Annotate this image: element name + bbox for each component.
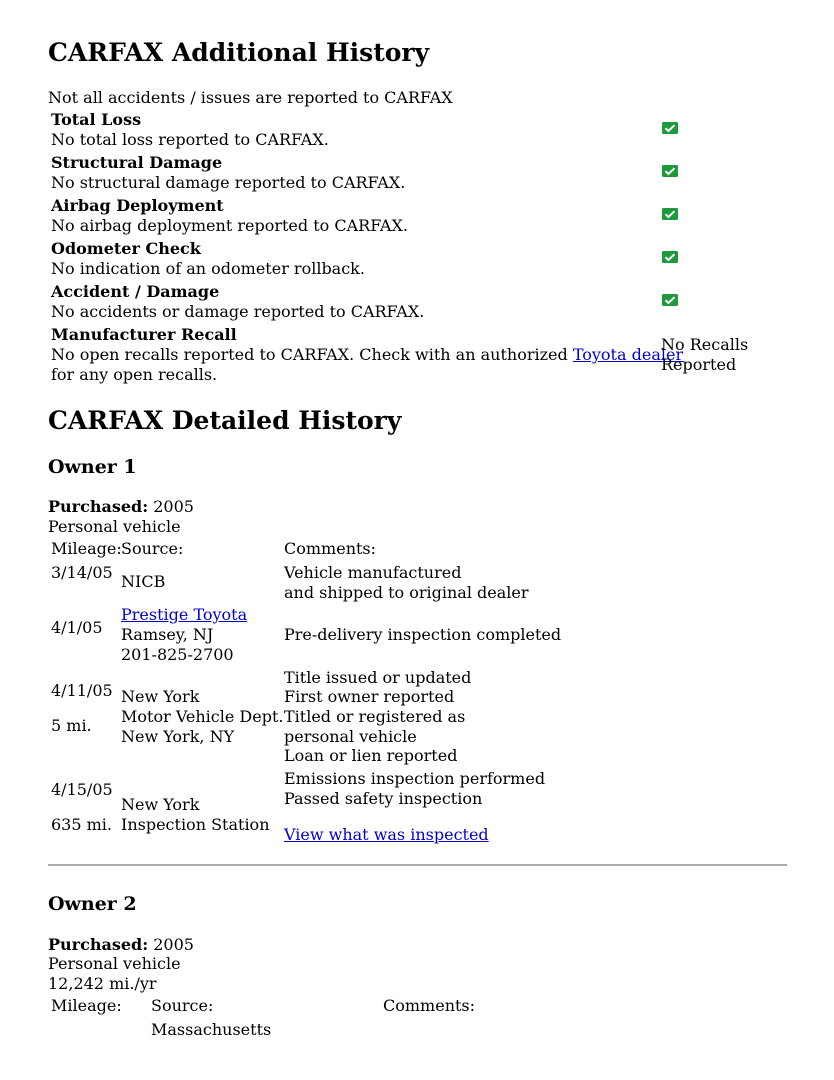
item-heading: Airbag Deployment xyxy=(51,196,224,215)
record-comment: Titled or registered as xyxy=(284,707,466,726)
col-header-source: Source: xyxy=(121,539,184,558)
item-heading: Odometer Check xyxy=(51,239,201,258)
record-comment: Passed safety inspection xyxy=(284,789,483,808)
record-comment: Title issued or updated xyxy=(284,668,472,687)
record-mileage: 635 mi. xyxy=(51,815,112,834)
item-text xyxy=(51,345,683,365)
green-check-icon xyxy=(662,165,678,177)
record-comment: personal vehicle xyxy=(284,727,417,746)
recall-status-line1: No Recalls xyxy=(661,335,749,354)
col-header-comments: Comments: xyxy=(383,996,476,1015)
purchased-label: Purchased: xyxy=(48,497,149,516)
record-source: New York xyxy=(121,687,200,706)
record-comment: Pre-delivery inspection completed xyxy=(284,625,562,644)
recall-text: No open recalls reported to CARFAX. Check with an authorized xyxy=(51,345,573,364)
owner-2-purchased xyxy=(48,935,194,955)
record-mileage: 5 mi. xyxy=(51,716,92,735)
owner-1-title: Owner 1 xyxy=(48,456,137,478)
record-source: Motor Vehicle Dept. xyxy=(121,707,284,726)
green-check-icon xyxy=(662,208,678,220)
record-comment: Loan or lien reported xyxy=(284,746,458,765)
additional-history-title: CARFAX Additional History xyxy=(48,38,430,67)
record-source: Massachusetts xyxy=(151,1020,272,1039)
toyota-dealer-link[interactable]: Toyota dealer xyxy=(572,345,684,364)
col-header-mileage: Mileage: xyxy=(51,996,122,1015)
item-heading: Structural Damage xyxy=(51,153,223,172)
record-source: New York, NY xyxy=(121,727,235,746)
record-date: 4/15/05 xyxy=(51,780,113,799)
item-heading: Accident / Damage xyxy=(51,282,220,301)
purchased-label: Purchased: xyxy=(48,935,149,954)
record-source: NICB xyxy=(121,572,166,591)
item-text: No airbag deployment reported to CARFAX. xyxy=(51,216,408,235)
record-comment: First owner reported xyxy=(284,687,455,706)
item-text-cont: for any open recalls. xyxy=(51,365,218,384)
purchased-value: 2005 xyxy=(153,935,194,954)
item-text: No accidents or damage reported to CARFAX. xyxy=(51,302,425,321)
green-check-icon xyxy=(662,294,678,306)
owner-2-rate: 12,242 mi./yr xyxy=(48,974,157,993)
item-heading: Total Loss xyxy=(51,110,142,129)
col-header-source: Source: xyxy=(151,996,214,1015)
record-date: 3/14/05 xyxy=(51,563,113,582)
record-date: 4/11/05 xyxy=(51,681,113,700)
additional-history-note: Not all accidents / issues are reported to CARFAX xyxy=(48,88,453,107)
record-comment: Vehicle manufactured xyxy=(284,563,462,582)
green-check-icon xyxy=(662,122,678,134)
detailed-history-title: CARFAX Detailed History xyxy=(48,406,402,435)
owner-1-type: Personal vehicle xyxy=(48,517,181,536)
view-inspection-link[interactable]: View what was inspected xyxy=(284,825,489,844)
record-source: Ramsey, NJ xyxy=(121,625,214,644)
record-comment: Emissions inspection performed xyxy=(284,769,546,788)
record-source: Inspection Station xyxy=(121,815,270,834)
col-header-mileage: Mileage: xyxy=(51,539,122,558)
item-text: No total loss reported to CARFAX. xyxy=(51,130,329,149)
purchased-value: 2005 xyxy=(153,497,194,516)
record-comment: and shipped to original dealer xyxy=(284,583,529,602)
green-check-icon xyxy=(662,251,678,263)
owner-2-title: Owner 2 xyxy=(48,893,137,915)
owner-1-purchased xyxy=(48,497,194,517)
record-date: 4/1/05 xyxy=(51,618,103,637)
owner-separator xyxy=(48,864,787,866)
item-text: No structural damage reported to CARFAX. xyxy=(51,173,406,192)
owner-2-type: Personal vehicle xyxy=(48,954,181,973)
col-header-comments: Comments: xyxy=(284,539,377,558)
record-source: New York xyxy=(121,795,200,814)
prestige-toyota-link[interactable]: Prestige Toyota xyxy=(121,605,248,624)
item-heading: Manufacturer Recall xyxy=(51,325,237,344)
item-text: No indication of an odometer rollback. xyxy=(51,259,365,278)
recall-status-line2: Reported xyxy=(661,355,737,374)
record-source-phone: 201-825-2700 xyxy=(121,645,234,664)
